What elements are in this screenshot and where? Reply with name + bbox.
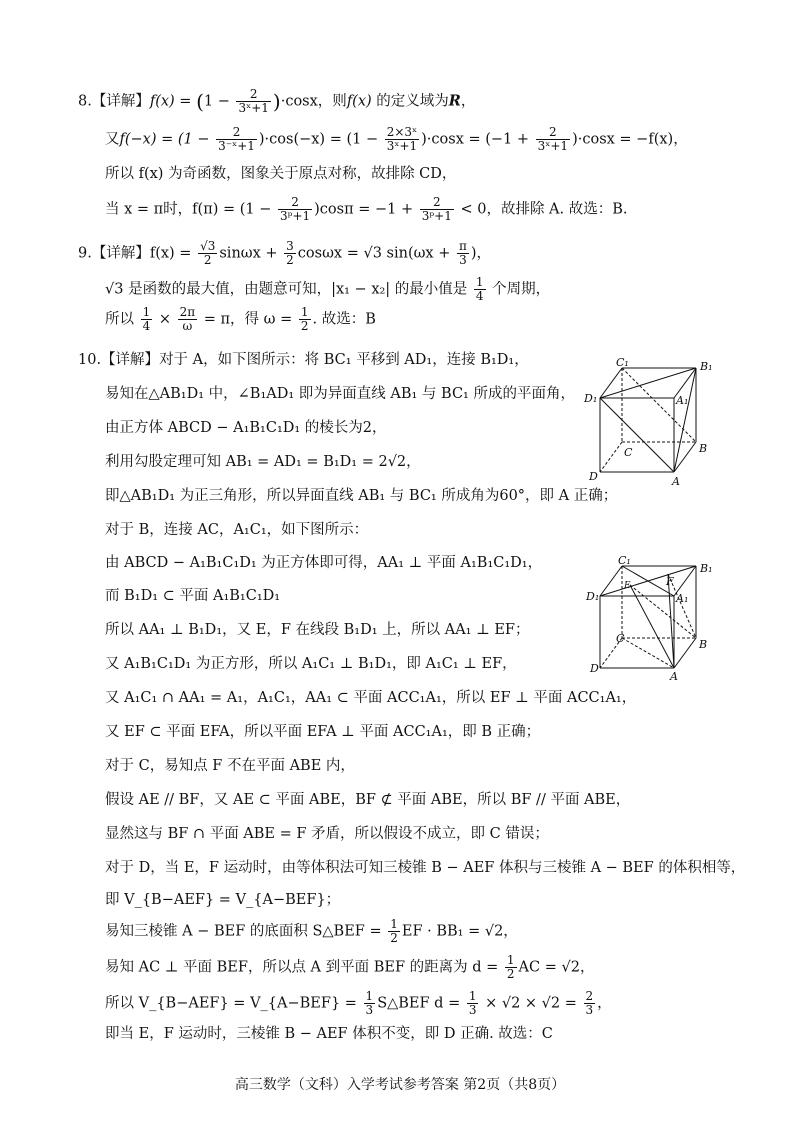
q8-line-1: 8.【详解】f(x) = (1 − $\frac{2}{\text{3ˣ+1}}$ )·cosx，则f(x) 的定义域为R， (78, 87, 476, 115)
label-c: C (616, 632, 625, 645)
edge-c1d1 (600, 566, 622, 596)
label-c: C (624, 446, 633, 459)
hidden-cd (600, 442, 622, 472)
label-f: F (666, 575, 674, 588)
q10-line-14: 假设 AE // BF，又 AE ⊂ 平面 ABE，BF ⊄ 平面 ABE，所以 BF // 平面 ABE， (105, 792, 631, 808)
q8-line-4: 当 x = π时，f(π) = (1 − $\frac{2}{\text{3ᵖ+1}}$ )cosπ = −1 + $\frac{2}{\text{3ᵖ+1}}$ < 0，故排除 A. 故选：B. (105, 195, 628, 223)
q10-line-21: 即当 E，F 运动时，三棱锥 B − AEF 体积不变，即 D 正确. 故选：C (105, 1026, 553, 1042)
q10-line-10: 又 A₁B₁C₁D₁ 为正方形，所以 A₁C₁ ⊥ B₁D₁，即 A₁C₁ ⊥ EF， (105, 656, 517, 672)
q10-line-12: 又 EF ⊂ 平面 EFA，所以平面 EFA ⊥ 平面 ACC₁A₁，即 B 正确； (105, 724, 541, 740)
page-footer: 高三数学（文科）入学考试参考答案 第2页（共8页） (234, 1077, 566, 1093)
label-c1: C₁ (616, 358, 629, 369)
q10-line-4: 利用勾股定理可知 AB₁ = AD₁ = B₁D₁ = 2√2， (105, 454, 421, 470)
q10-line-6: 对于 B，连接 AC，A₁C₁，如下图所示： (105, 522, 369, 538)
seg-fa (668, 574, 674, 668)
edge-c1d1 (600, 368, 622, 398)
q10-line-7: 由 ABCD − A₁B₁C₁D₁ 为正方体即可得，AA₁ ⊥ 平面 A₁B₁C₁D₁， (105, 555, 543, 571)
label-d: D (589, 470, 598, 483)
q9-line-1: 9.【详解】f(x) = $\frac{√3}{2}$ sinωx + $\frac{3}{2}$ cosωx = √3 sin(ωx + $\frac{\pi}{3}$ )， (78, 239, 492, 267)
q10-line-13: 对于 C，易知点 F 不在平面 ABE 内， (105, 758, 355, 774)
label-e: E (624, 581, 631, 591)
q10-line-18: 易知三棱锥 A − BEF 的底面积 S△BEF = $\frac{1}{2}$ EF · BB₁ = √2， (105, 917, 518, 945)
label-d1: D₁ (586, 590, 600, 603)
label-b1: B₁ (700, 360, 713, 373)
q9-line-3: 所以 $\frac{1}{4}$ × $\frac{2\pi}{\omega}$ = π，得 ω = $\frac{1}{2}$ . 故选：B (105, 305, 376, 333)
label-a1: A₁ (676, 394, 689, 407)
q10-line-20: 所以 V_{B−AEF} = V_{A−BEF} = $\frac{1}{3}$ S△BEF d = $\frac{1}{3}$ × √2 × √2 = $\frac{2}{3}$ ， (105, 989, 612, 1017)
q8-line-3: 所以 f(x) 为奇函数，图象关于原点对称，故排除 CD， (105, 166, 457, 182)
q10-line-3: 由正方体 ABCD − A₁B₁C₁D₁ 的棱长为2， (105, 420, 387, 436)
label-a: A (672, 475, 680, 488)
cube-figure-1 (580, 358, 720, 490)
q10-line-15: 显然这与 BF ∩ 平面 ABE = F 矛盾，所以假设不成立，即 C 错误； (105, 826, 549, 842)
q10-line-5: 即△AB₁D₁ 为正三角形，所以异面直线 AB₁ 与 BC₁ 所成角为60°，即 A 正确； (105, 488, 618, 504)
q10-line-17: 即 V_{B−AEF} = V_{A−BEF}； (105, 892, 341, 908)
label-b: B (699, 638, 708, 651)
cube-figure-2 (580, 556, 720, 686)
q8-line-2: 又f(−x) = (1 − $\frac{2}{\text{3⁻ˣ+1}}$ )·cos(−x) = (1 − $\frac{\text{2×3ˣ}}{\text{3ˣ+1}}$ )·cosx = (−1 + $\frac{2}{\text{3ˣ+1}}$ )·cosx = −f(x)， (105, 125, 688, 153)
q10-line-19: 易知 AC ⊥ 平面 BEF，所以点 A 到平面 BEF 的距离为 d = $\frac{1}{2}$ AC = √2， (105, 953, 595, 981)
q10-line-11: 又 A₁C₁ ∩ AA₁ = A₁，A₁C₁，AA₁ ⊂ 平面 ACC₁A₁，所以 EF ⊥ 平面 ACC₁A₁， (105, 690, 637, 706)
q10-line-2: 易知在△AB₁D₁ 中，∠B₁AD₁ 即为异面直线 AB₁ 与 BC₁ 所成的平面角， (105, 386, 575, 402)
q10-line-9: 所以 AA₁ ⊥ B₁D₁，又 E，F 在线段 B₁D₁ 上，所以 AA₁ ⊥ EF； (105, 622, 530, 638)
edge-ab (674, 638, 696, 668)
label-a1: A₁ (676, 592, 689, 605)
q9-line-2: √3 是函数的最大值，由题意可知，|x₁ − x₂| 的最小值是 $\frac{1}{4}$ 个周期， (105, 275, 551, 303)
label-d: D (590, 662, 599, 675)
q10-line-16: 对于 D，当 E，F 运动时，由等体积法可知三棱锥 B − AEF 体积与三棱锥 A − BEF 的体积相等， (105, 860, 746, 876)
seg-ea (630, 585, 674, 668)
label-b1: B₁ (700, 562, 713, 575)
label-c1: C₁ (618, 556, 631, 567)
label-a: A (670, 670, 678, 683)
q10-line-1: 10.【详解】对于 A，如下图所示：将 BC₁ 平移到 AD₁，连接 B₁D₁， (78, 352, 529, 368)
q10-line-8: 而 B₁D₁ ⊂ 平面 A₁B₁C₁D₁ (105, 588, 281, 604)
label-b: B (699, 442, 708, 455)
label-d1: D₁ (584, 392, 598, 405)
